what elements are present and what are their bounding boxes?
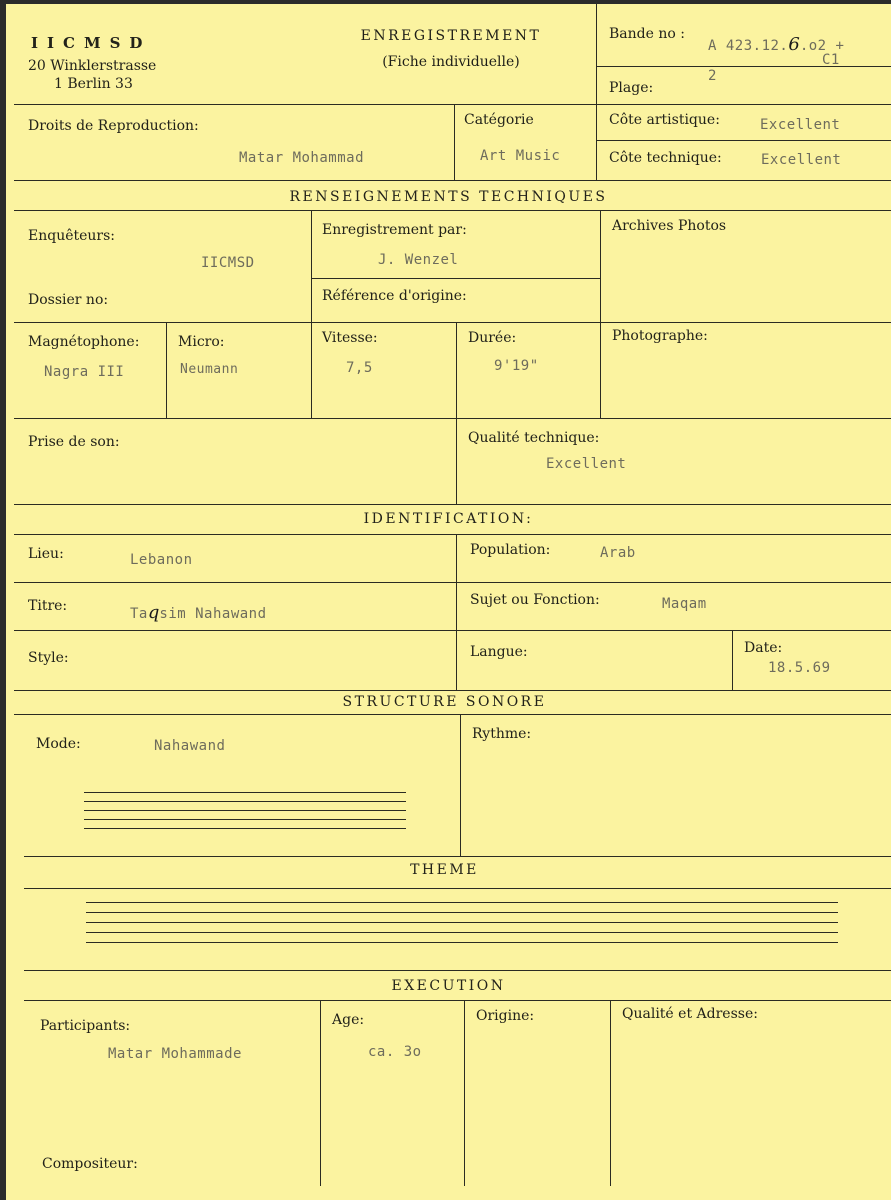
section-theme: THEME: [410, 862, 479, 878]
section-execution: EXECUTION: [391, 978, 506, 994]
address-line-1: 20 Winklerstrasse: [28, 58, 157, 74]
reference-origine-label: Référence d'origine:: [322, 288, 467, 304]
qualite-technique-label: Qualité technique:: [468, 430, 600, 446]
prise-de-son-label: Prise de son:: [28, 434, 120, 450]
vitesse-label: Vitesse:: [322, 330, 378, 346]
bande-value-typed: A 423.12.: [708, 38, 789, 54]
rule: [14, 582, 891, 583]
bande-value-typed-end: .o2 +: [799, 38, 845, 54]
droits-value: Matar Mohammad: [239, 150, 365, 166]
rule: [460, 714, 461, 856]
rule: [24, 1000, 891, 1001]
mode-value: Nahawand: [154, 738, 226, 754]
rythme-label: Rythme:: [472, 726, 532, 742]
categorie-value: Art Music: [480, 148, 561, 164]
rule: [14, 630, 891, 631]
rule: [320, 1000, 321, 1186]
titre-value-typed: Ta: [130, 606, 148, 622]
participants-label: Participants:: [40, 1018, 131, 1034]
rule: [456, 322, 457, 504]
enqueteurs-value: IICMSD: [201, 255, 255, 271]
enqueteurs-label: Enquêteurs:: [28, 228, 116, 244]
compositeur-label: Compositeur:: [42, 1156, 138, 1172]
form-subtitle: (Fiche individuelle): [382, 54, 520, 70]
age-label: Age:: [332, 1012, 365, 1028]
rule: [14, 210, 891, 211]
magnetophone-label: Magnétophone:: [28, 334, 140, 350]
categorie-label: Catégorie: [464, 112, 534, 128]
qualite-technique-value: Excellent: [546, 456, 627, 472]
mode-staff: [84, 792, 406, 832]
bande-value-handwritten: 6: [788, 34, 800, 55]
micro-value: Neumann: [180, 362, 239, 377]
bande-value-suffix: C1: [822, 52, 840, 68]
rule: [600, 210, 601, 418]
rule: [732, 630, 733, 690]
cote-technique-value: Excellent: [761, 152, 842, 168]
rule: [166, 322, 167, 418]
rule: [24, 856, 891, 857]
dossier-label: Dossier no:: [28, 292, 109, 308]
date-label: Date:: [744, 640, 783, 656]
rule: [596, 140, 891, 141]
magnetophone-value: Nagra III: [44, 364, 125, 380]
duree-value: 9'19": [494, 358, 539, 374]
bande-label: Bande no :: [609, 26, 685, 42]
titre-value-typed-end: sim Nahawand: [159, 606, 267, 622]
rule: [14, 534, 891, 535]
micro-label: Micro:: [178, 334, 225, 350]
lieu-value: Lebanon: [130, 552, 193, 568]
archives-photos-label: Archives Photos: [612, 218, 727, 234]
rule: [456, 534, 457, 690]
vitesse-value: 7,5: [346, 360, 373, 376]
section-identification: IDENTIFICATION:: [363, 511, 534, 527]
rule: [464, 1000, 465, 1186]
rule: [610, 1000, 611, 1186]
date-value: 18.5.69: [768, 660, 831, 676]
enregistrement-par-label: Enregistrement par:: [322, 222, 467, 238]
rule: [14, 104, 891, 105]
rule: [311, 210, 312, 418]
rule: [454, 104, 455, 180]
section-structure-sonore: STRUCTURE SONORE: [342, 694, 547, 710]
rule: [14, 180, 891, 181]
titre-value-handwritten: q: [147, 602, 160, 623]
style-label: Style:: [28, 650, 69, 666]
titre-value: [130, 602, 267, 623]
qualite-adresse-label: Qualité et Adresse:: [622, 1006, 758, 1022]
origine-label: Origine:: [476, 1008, 535, 1024]
cote-artistique-value: Excellent: [760, 117, 841, 133]
rule: [24, 970, 891, 971]
address-line-2: 1 Berlin 33: [54, 76, 133, 92]
record-card: [6, 4, 891, 1200]
langue-label: Langue:: [470, 644, 528, 660]
age-value: ca. 3o: [368, 1044, 422, 1060]
form-title: ENREGISTREMENT: [360, 28, 542, 44]
org-logo: IICMSD: [31, 34, 152, 52]
population-value: Arab: [600, 545, 636, 561]
theme-staff: [86, 902, 838, 950]
lieu-label: Lieu:: [28, 546, 64, 562]
rule: [24, 888, 891, 889]
duree-label: Durée:: [468, 330, 517, 346]
mode-label: Mode:: [36, 736, 81, 752]
sujet-fonction-label: Sujet ou Fonction:: [470, 592, 600, 608]
plage-value: 2: [708, 68, 717, 84]
rule: [311, 278, 600, 279]
photographe-label: Photographe:: [612, 328, 708, 344]
rule: [14, 690, 891, 691]
rule: [14, 504, 891, 505]
droits-label: Droits de Reproduction:: [28, 118, 199, 134]
cote-technique-label: Côte technique:: [609, 150, 722, 166]
rule: [14, 418, 891, 419]
enregistrement-par-value: J. Wenzel: [378, 252, 459, 268]
titre-label: Titre:: [28, 598, 68, 614]
rule: [14, 714, 891, 715]
participants-value: Matar Mohammade: [108, 1046, 242, 1062]
rule: [596, 4, 597, 180]
cote-artistique-label: Côte artistique:: [609, 112, 720, 128]
rule: [596, 66, 891, 67]
sujet-fonction-value: Maqam: [662, 596, 707, 612]
population-label: Population:: [470, 542, 551, 558]
section-renseignements: RENSEIGNEMENTS TECHNIQUES: [289, 189, 608, 205]
plage-label: Plage:: [609, 80, 654, 96]
rule: [14, 322, 891, 323]
